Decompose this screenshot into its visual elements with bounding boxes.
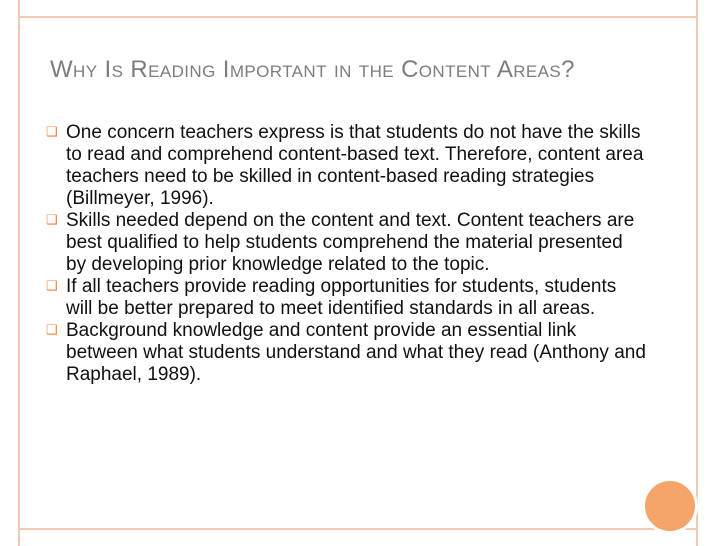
bullet-item [46,210,646,276]
bullet-list [46,122,646,386]
corner-circle-decoration [642,478,698,534]
hollow-square-bullet-icon: ❑ [46,212,58,227]
hollow-square-bullet-icon: ❑ [46,278,58,293]
top-frame-line [18,16,698,18]
left-frame-line [18,0,20,546]
bullet-item [46,122,646,210]
bullet-text: Skills needed depend on the content and text. Content teachers are best qualified to help students comprehend the material presented by developing prior knowledge related to the topic. [66,210,635,275]
bullet-item [46,320,646,386]
hollow-square-bullet-icon: ❑ [46,124,58,139]
bullet-text: One concern teachers express is that students do not have the skills to read and comprehend content-based text. Therefore, content area teachers need to be skilled in content-based reading strategies (Billmeyer, 1996). [66,122,644,209]
hollow-square-bullet-icon: ❑ [46,322,58,337]
bullet-text: Background knowledge and content provide an essential link between what students understand and what they read (Anthony and Raphael, 1989). [66,320,646,385]
bullet-text: If all teachers provide reading opportunities for students, students will be better prepared to meet identified standards in all areas. [66,276,617,319]
bottom-frame-line [18,528,698,530]
bullet-item [46,276,646,320]
right-frame-line [696,0,698,546]
slide-title: Why Is Reading Important in the Content Areas? [50,56,575,83]
